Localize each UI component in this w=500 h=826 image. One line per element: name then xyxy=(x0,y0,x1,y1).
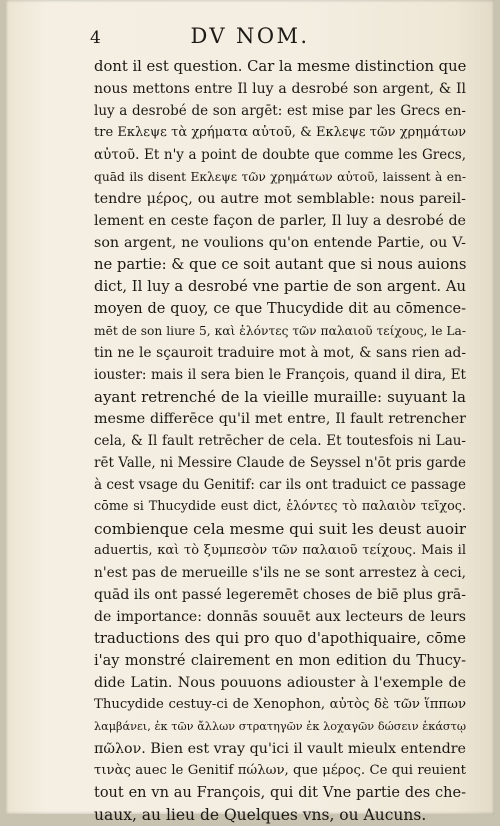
text-line: lement en ceste façon de parler, Il luy a desrobé de xyxy=(94,213,466,229)
text-line: λαμβάνει, ἐκ τῶν ἄλλων στρατηγῶν ἐκ λοχαγῶν δώσειν ἑκάστῳ xyxy=(94,720,466,733)
text-line: uaux, au lieu de Quelques vns, ou Aucuns. xyxy=(94,806,427,824)
text-line: moyen de quoy, ce que Thucydide dit au cōmence- xyxy=(94,301,466,317)
text-line: iouster: mais il sera bien le François, quand il dira, Et xyxy=(94,367,466,383)
text-line: de importance: donnās souuēt aux lecteurs de leurs xyxy=(94,609,466,625)
text-line: tin ne le sçauroit traduire mot à mot, & sans rien ad- xyxy=(94,345,466,361)
text-line: nous mettons entre Il luy a desrobé son argent, & Il xyxy=(94,81,466,97)
text-line: tre Εκλεψε τὰ χρήματα αὐτοῦ, & Εκλεψε τῶν χρημάτων xyxy=(94,125,466,140)
book-page xyxy=(6,0,494,824)
text-line: rēt Valle, ni Messire Claude de Seyssel n'ōt pris garde xyxy=(94,455,466,471)
text-line: mesme differēce qu'il met entre, Il fault retrencher xyxy=(94,411,466,427)
text-line: Thucydide cestuy-ci de Xenophon, αὐτὸς δὲ τῶν ἵππων xyxy=(94,697,466,712)
page-header xyxy=(6,22,494,48)
text-line: dict, Il luy a desrobé vne partie de son argent. Au xyxy=(94,278,466,295)
text-line: cela, & Il fault retrēcher de cela. Et toutesfois ni Lau- xyxy=(94,433,466,449)
page-number: 4 xyxy=(90,28,101,48)
text-line: tout en vn au François, qui dit Vne partie des che- xyxy=(94,785,466,801)
text-line: traductions des qui pro quo d'apothiquaire, cōme xyxy=(94,630,466,647)
text-line: αὐτοῦ. Et n'y a point de doubte que comme les Grecs, xyxy=(94,147,466,163)
text-line: mēt de son liure 5, καὶ ἑλόντες τῶν παλαιοῦ τείχους, le La- xyxy=(94,324,466,338)
text-line: luy a desrobé de son argēt: est mise par les Grecs en- xyxy=(94,103,466,119)
text-line: à cest vsage du Genitif: car ils ont traduict ce passage xyxy=(94,477,466,493)
body-text xyxy=(94,56,466,826)
text-line: dont il est question. Car la mesme distinction que xyxy=(94,58,466,75)
text-line: ne partie: & que ce soit autant que si nous auions xyxy=(94,256,466,273)
running-title: DV NOM. xyxy=(190,24,310,48)
text-line: tendre μέρος, ou autre mot semblable: nous pareil- xyxy=(94,191,466,207)
text-line: ayant retrenché de la vieille muraille: suyuant la xyxy=(94,388,466,406)
text-line: aduertis, καὶ τὸ ξυμπεσὸν τῶν παλαιοῦ τείχους. Mais il xyxy=(94,543,466,558)
text-line: n'est pas de merueille s'ils ne se sont arrestez à ceci, xyxy=(94,565,466,581)
text-line: τινὰς auec le Genitif πώλων, que μέρος. Ce qui reuient xyxy=(94,763,466,778)
text-line: son argent, ne voulions qu'on entende Partie, ou V- xyxy=(94,235,466,251)
text-line: i'ay monstré clairement en mon edition du Thucy- xyxy=(94,653,466,669)
text-line: quād ils disent Εκλεψε τῶν χρημάτων αὐτοῦ, laissent à en- xyxy=(94,170,466,184)
text-line: πῶλον. Bien est vray qu'ici il vault mieulx entendre xyxy=(94,741,466,757)
text-line: cōme si Thucydide eust dict, ἑλόντες τὸ παλαιὸν τεῖχος. xyxy=(94,499,466,514)
text-line: dide Latin. Nous pouuons adiouster à l'exemple de xyxy=(94,675,466,691)
text-line: combienque cela mesme qui suit les deust auoir xyxy=(94,520,466,538)
text-line: quād ils ont passé legeremēt choses de biē plus grā- xyxy=(94,587,466,603)
